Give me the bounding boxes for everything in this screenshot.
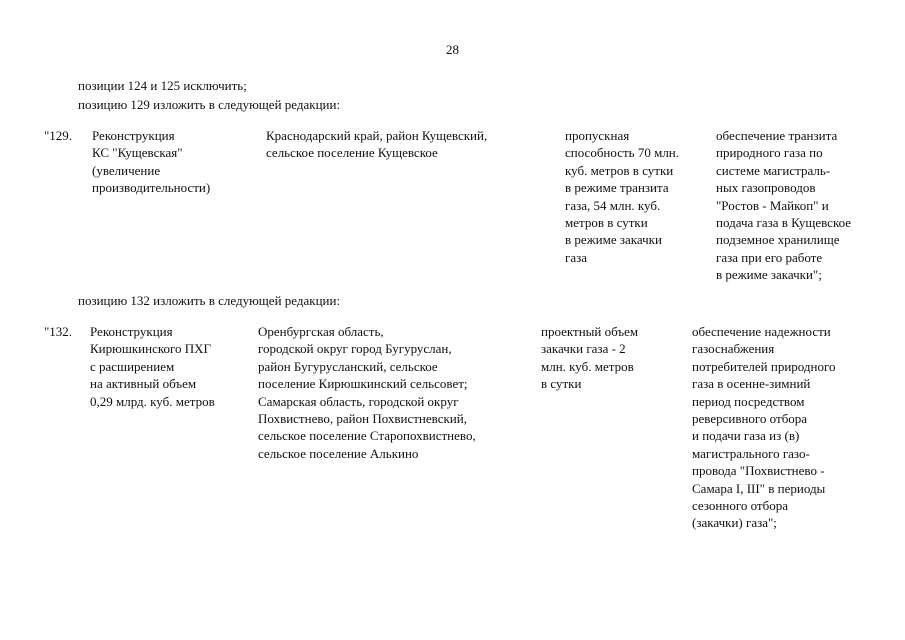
entry-object: Реконструкция Кирюшкинского ПХГ с расширением на активный объем 0,29 млрд. куб. метров	[90, 324, 215, 409]
entry-purpose: обеспечение транзита природного газа по системе магистраль- ных газопроводов "Ростов - Майкоп" и подача газа в Кущевское подземное хранилище газа при его работе в режиме закачки";	[716, 128, 852, 283]
entry-location: Краснодарский край, район Кущевский, сельское поселение Кущевское	[266, 128, 488, 161]
page-number: 28	[446, 42, 459, 57]
entry-purpose: обеспечение надежности газоснабжения потребителей природного газа в осенне-зимний период посредством реверсивного отбора и подачи газа из (в) магистрального газо- провода "Похвистнево - Самара I, III" в периоды сезонного отбора (закачки) газа";	[692, 324, 836, 531]
exclude-positions-line: позиции 124 и 125 исключить;	[78, 78, 247, 93]
amend-132-line: позицию 132 изложить в следующей редакции:	[78, 293, 341, 308]
entry-capacity: проектный объем закачки газа - 2 млн. куб. метров в сутки	[541, 324, 639, 392]
entry-capacity: пропускная способность 70 млн. куб. метров в сутки в режиме транзита газа, 54 млн. куб. метров в сутки в режиме закачки газа	[565, 128, 680, 265]
entry-number: "132.	[44, 324, 73, 339]
amend-129-line: позицию 129 изложить в следующей редакции:	[78, 97, 341, 112]
entry-number: "129.	[44, 128, 73, 143]
entry-location: Оренбургская область, городской округ город Бугуруслан, район Бугурусланский, сельское поселение Кирюшкинский сельсовет; Самарская область, городской округ Похвистнево, район Похвистневский, сельское поселение Старопохвистнево, сельское поселение Алькино	[258, 324, 476, 461]
entry-object: Реконструкция КС "Кущевская" (увеличение производительности)	[92, 128, 211, 196]
